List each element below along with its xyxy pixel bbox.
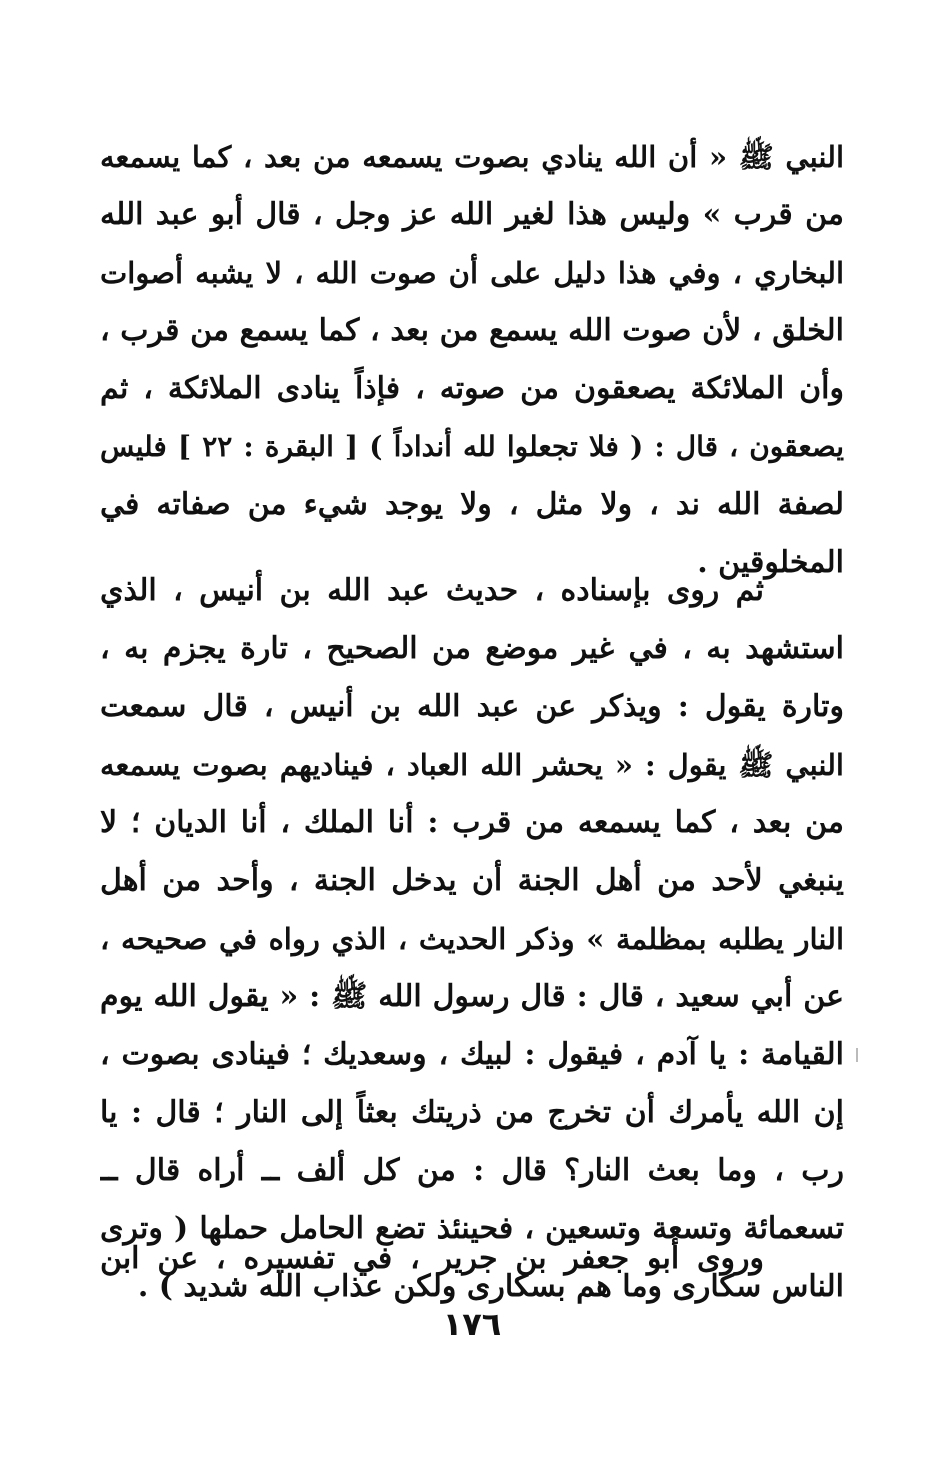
text-line: الناس سكارى وما هم بسكارى ولكن عذاب الله شديد ) . [137,1269,844,1304]
text-line: يصعقون ، قال : ( فلا تجعلوا لله أنداداً ) [ البقرة : ٢٢ ] فليس [100,430,844,463]
text-line: وأن الملائكة يصعقون من صوته ، فإذاً ينادى الملائكة ، ثم [100,371,844,406]
text-line: وتارة يقول : ويذكر عن عبد الله بن أنيس ، قال سمعت [100,689,844,724]
text-line: ينبغي لأحد من أهل الجنة أن يدخل الجنة ، وأحد من أهل [100,863,844,898]
text-line: البخاري ، وفي هذا دليل على أن صوت الله ، لا يشبه أصوات [100,256,844,290]
text-line: القيامة : يا آدم ، فيقول : لبيك ، وسعديك ؛ فينادى بصوت ، [100,1037,844,1072]
text-line: من بعد ، كما يسمعه من قرب : أنا الملك ، أنا الديان ؛ لا [100,805,844,840]
text-line: استشهد به ، في غير موضع من الصحيح ، تارة يجزم به ، [100,631,844,666]
text-line: رب ، وما بعث النار؟ قال : من كل ألف ــ أراه قال ــ [100,1153,844,1188]
text-line: ثم روى بإسناده ، حديث عبد الله بن أنيس ، الذي [100,573,764,608]
text-line: النار يطلبه بمظلمة » وذكر الحديث ، الذي رواه في صحيحه ، [100,922,844,956]
text-line: لصفة الله ند ، ولا مثل ، ولا يوجد شيء من صفاته في [100,487,844,522]
text-line: النبي ﷺ « أن الله ينادي بصوت يسمعه من بعد ، كما يسمعه [100,140,844,174]
text-line: النبي ﷺ يقول : « يحشر الله العباد ، فيناديهم بصوت يسمعه [100,748,844,782]
scan-speck [856,1048,858,1062]
text-line: المخلوقين . [697,545,844,580]
text-line: تسعمائة وتسعة وتسعين ، فحينئذ تضع الحامل حملها ( وترى [100,1211,844,1246]
text-line: عن أبي سعيد ، قال : قال رسول الله ﷺ : « يقول الله يوم [100,979,844,1014]
paragraph-3 [100,1230,844,1288]
text-line: إن الله يأمرك أن تخرج من ذريتك بعثاً إلى النار ؛ قال : يا [100,1095,844,1130]
paragraph-1 [100,128,844,592]
text-line: وروى أبو جعفر بن جرير ، في تفسيره ، عن ابن [100,1241,764,1276]
page-number: ١٧٦ [442,1305,502,1343]
text-line: من قرب » وليس هذا لغير الله عز وجل ، قال أبو عبد الله [100,197,844,232]
text-line: الخلق ، لأن صوت الله يسمع من بعد ، كما يسمع من قرب ، [100,313,844,348]
paragraph-2 [100,562,844,1316]
